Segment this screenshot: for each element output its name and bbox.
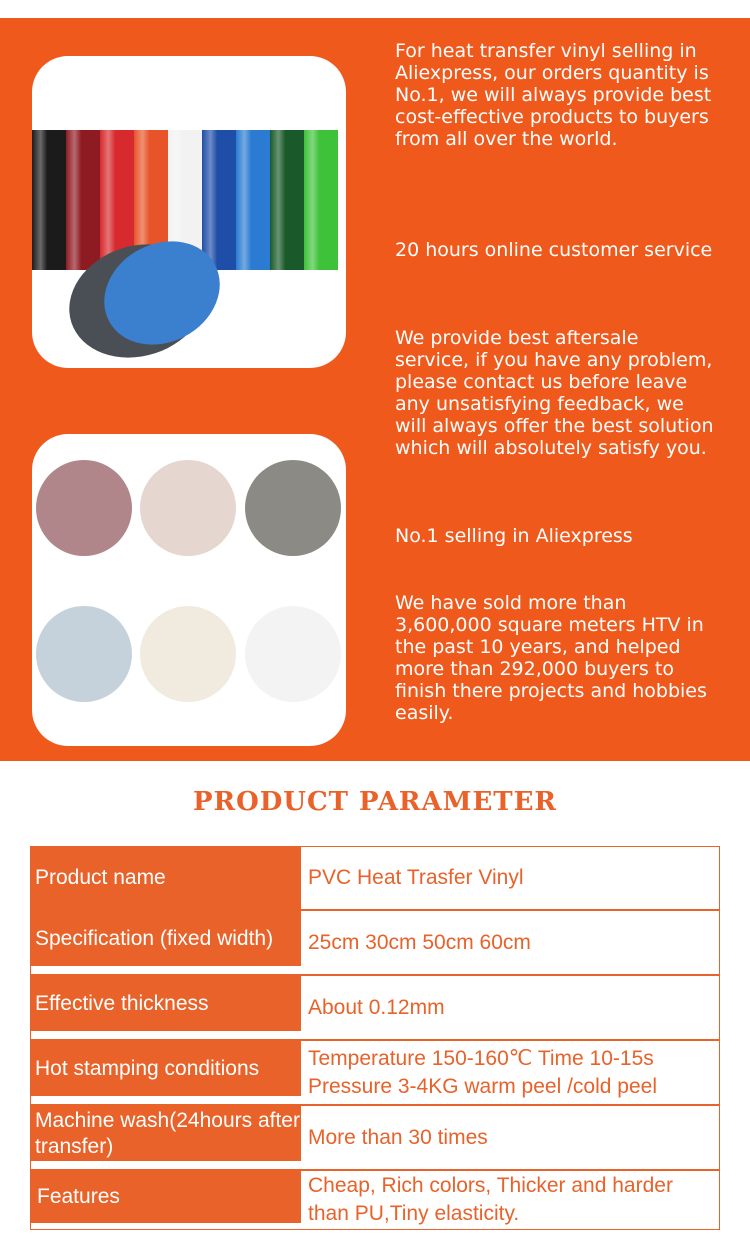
- param-value: 25cm 30cm 50cm 60cm: [308, 930, 531, 954]
- teddy-bear-shirt-sample: [140, 460, 236, 556]
- intro-paragraph: For heat transfer vinyl selling in Aliexpress, our orders quantity is No.1, we will always provide best cost-effective products to buyers from all over the world.: [395, 40, 712, 150]
- vinyl-roll: [32, 130, 66, 270]
- table-row: [30, 975, 720, 1040]
- selling-paragraph: No.1 selling in Aliexpress: [395, 525, 633, 547]
- param-value: PVC Heat Trasfer Vinyl: [308, 866, 524, 889]
- sample-gallery: [32, 434, 346, 746]
- pink-hoodie-sample: [36, 460, 132, 556]
- param-value: Cheap, Rich colors, Thicker and harder than PU,Tiny elasticity.: [308, 1174, 673, 1225]
- param-label: Features: [31, 1171, 301, 1223]
- table-row: [30, 1040, 720, 1105]
- service-paragraph: 20 hours online customer service: [395, 239, 713, 261]
- vinyl-roll: [202, 130, 236, 270]
- promo-banner: [0, 18, 750, 761]
- vinyl-rolls-image: [32, 56, 346, 368]
- calligraphy-pillows-sample: [245, 606, 341, 702]
- param-label: Effective thickness: [31, 976, 301, 1031]
- sales-stats-paragraph: We have sold more than 3,600,000 square meters HTV in the past 10 years, and helped more than 292,000 buyers to finish there projects and hobbies easily.: [395, 592, 707, 724]
- vinyl-roll: [236, 130, 270, 270]
- aftersale-paragraph: We provide best aftersale service, if you have any problem, please contact us before leave any unsatisfying feedback, we will always offer the best solution which will absolutely satisfy you.: [395, 327, 714, 459]
- param-label: Product name: [31, 847, 301, 909]
- table-row: [30, 1170, 720, 1230]
- vinyl-roll: [270, 130, 304, 270]
- param-label: Hot stamping conditions: [31, 1041, 301, 1096]
- param-value: More than 30 times: [308, 1125, 488, 1149]
- gold-foil-coasters-sample: [245, 460, 341, 556]
- param-label: Machine wash(24hours after transfer): [31, 1106, 301, 1161]
- balloon-sample: [36, 606, 132, 702]
- table-row: [30, 846, 720, 910]
- param-value: Temperature 150-160℃ Time 10-15s Pressure 3-4KG warm peel /cold peel: [308, 1046, 657, 1098]
- table-row: [30, 910, 720, 975]
- vinyl-roll: [304, 130, 338, 270]
- vinyl-roll: [66, 130, 100, 270]
- param-value: About 0.12mm: [308, 995, 445, 1019]
- baby-onesie-sample: [140, 606, 236, 702]
- section-title: PRODUCT PARAMETER: [192, 787, 558, 817]
- param-label: Specification (fixed width): [31, 911, 301, 966]
- table-row: [30, 1105, 720, 1170]
